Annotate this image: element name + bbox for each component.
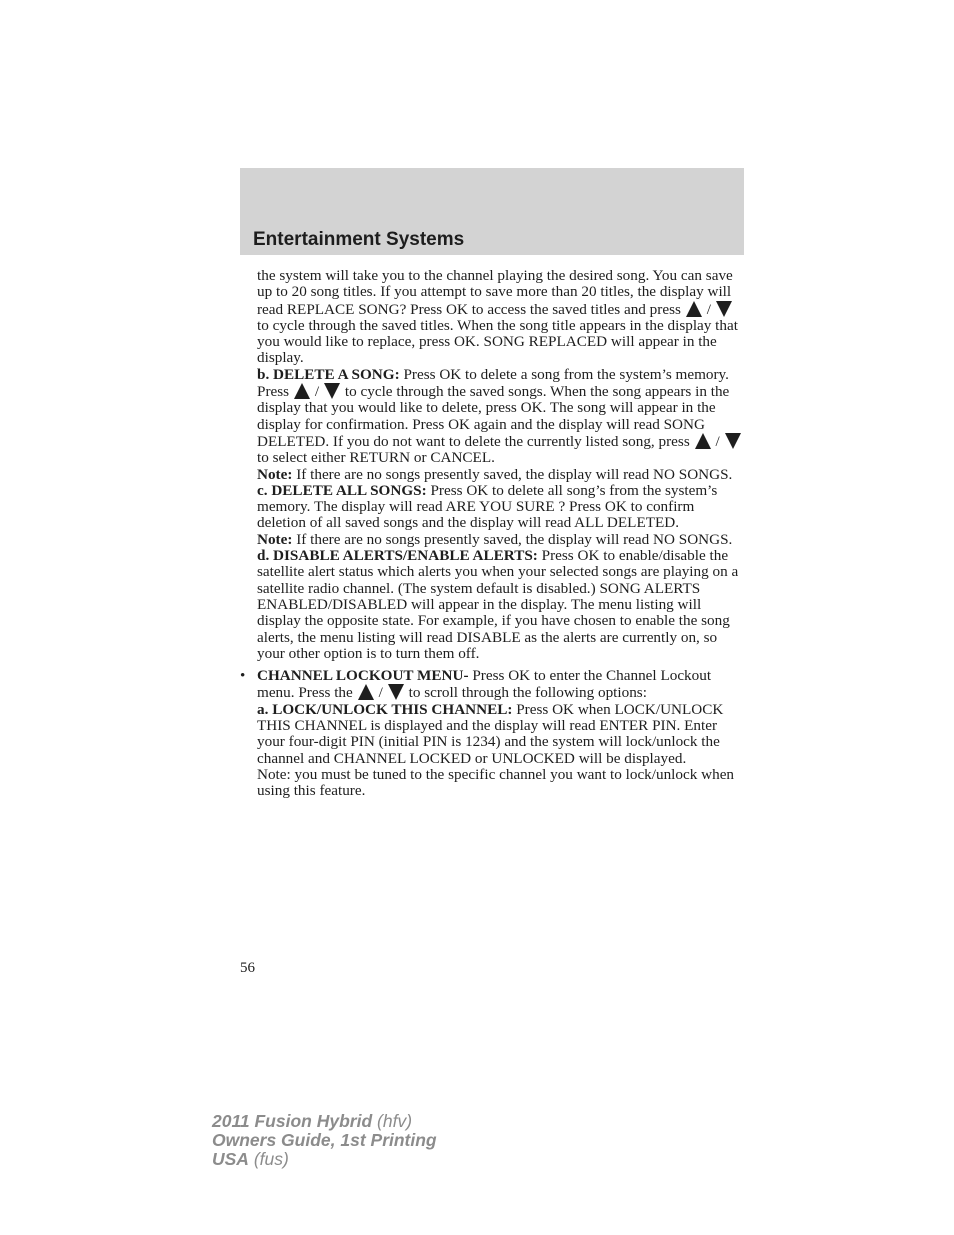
lock-unlock-label: a. LOCK/UNLOCK THIS CHANNEL: — [257, 700, 513, 718]
delete-song-paragraph — [257, 367, 743, 467]
down-arrow-icon — [716, 301, 732, 317]
paragraph-text: to cycle through the saved songs. When the song appears in the display that you would like to delete, press OK. The song will appear in the display for confirmation. Press OK again and the display will read SONG DELETED. If you do not want to delete the currently listed song, press — [257, 383, 730, 450]
alerts-paragraph — [257, 548, 743, 662]
down-arrow-icon — [725, 433, 741, 449]
up-arrow-icon — [686, 301, 702, 317]
section-title: Entertainment Systems — [253, 229, 465, 250]
separator-slash: / — [715, 432, 720, 450]
separator-slash: / — [378, 684, 383, 702]
down-arrow-icon — [388, 684, 404, 700]
down-arrow-icon — [324, 383, 340, 399]
paragraph-text: If there are no songs presently saved, the display will read NO SONGS. — [296, 530, 733, 548]
up-arrow-icon — [358, 684, 374, 700]
footer-region-code: (fus) — [253, 1149, 289, 1169]
paragraph-text: Press OK to enter the Channel Lockout menu. Press the — [257, 667, 712, 702]
delete-all-songs-paragraph — [257, 483, 743, 532]
up-arrow-icon — [294, 383, 310, 399]
paragraph-text: to scroll through the following options: — [408, 684, 647, 702]
delete-all-songs-label: c. DELETE ALL SONGS: — [257, 481, 427, 499]
alerts-label: d. DISABLE ALERTS/ENABLE ALERTS: — [257, 547, 538, 565]
footer-line-guide — [212, 1131, 437, 1150]
paragraph-text: to cycle through the saved titles. When the song title appears in the display that you would like to replace, press OK. SONG REPLACED will appear in the display. — [257, 316, 738, 367]
paragraph-text: Press OK to delete a song from the system’s memory. Press — [257, 365, 729, 401]
note-paragraph — [257, 467, 743, 483]
lock-unlock-paragraph — [257, 702, 743, 767]
note-label: Note: — [257, 465, 293, 483]
delete-song-label: b. DELETE A SONG: — [257, 365, 400, 383]
bullet-marker: • — [240, 667, 246, 685]
channel-lockout-label: CHANNEL LOCKOUT MENU- — [257, 667, 469, 685]
footer-line-region — [212, 1150, 437, 1169]
paragraph-text: If there are no songs presently saved, the display will read NO SONGS. — [296, 465, 733, 483]
up-arrow-icon — [695, 433, 711, 449]
replace-song-paragraph — [257, 268, 743, 367]
separator-slash: / — [706, 300, 711, 318]
footer-guide: Owners Guide, 1st Printing — [212, 1130, 437, 1150]
final-note-paragraph: Note: you must be tuned to the specific channel you want to lock/unlock when using this feature. — [257, 765, 735, 800]
note-label: Note: — [257, 530, 293, 548]
paragraph-text: Press OK to enable/disable the satellite alert status which alerts you when your selected songs are playing on a satellite radio channel. (The system default is disabled.) SONG ALERTS ENABLED/DISABLED will appear in the display. The menu listing will display the opposite state. For example, if you have chosen to enable the song alerts, the menu listing will read DISABLE as the alerts are currently on, so your other option is to turn them off. — [257, 547, 739, 662]
footer-line-model — [212, 1112, 437, 1131]
footer-region: USA — [212, 1149, 249, 1169]
paragraph-text: Press OK to delete all song’s from the system’s memory. The display will read ARE YOU SURE ? Press OK to confirm deletion of all saved songs and the display will read ALL DELETED. — [257, 481, 718, 532]
footer-model: 2011 Fusion Hybrid — [212, 1111, 373, 1131]
paragraph-text: Press OK when LOCK/UNLOCK THIS CHANNEL is displayed and the display will read ENTER PIN. Enter your four-digit PIN (initial PIN is 1234) and the system will lock/unlock the channel and CHANNEL LOCKED or UNLOCKED will be displayed. — [257, 700, 724, 767]
note-paragraph — [257, 532, 743, 548]
channel-lockout-bullet — [240, 667, 743, 702]
paragraph-text: to select either RETURN or CANCEL. — [257, 449, 495, 467]
paragraph-text: the system will take you to the channel playing the desired song. You can save up to 20 song titles. If you attempt to save more than 20 titles, the display will read REPLACE SONG? Press OK to access the saved titles and press — [257, 267, 733, 318]
section-header-band — [240, 168, 744, 255]
page-content — [240, 267, 743, 800]
footer-model-code: (hfv) — [377, 1111, 413, 1131]
page-number: 56 — [240, 960, 255, 976]
document-footer — [212, 1112, 437, 1169]
separator-slash: / — [314, 383, 320, 401]
